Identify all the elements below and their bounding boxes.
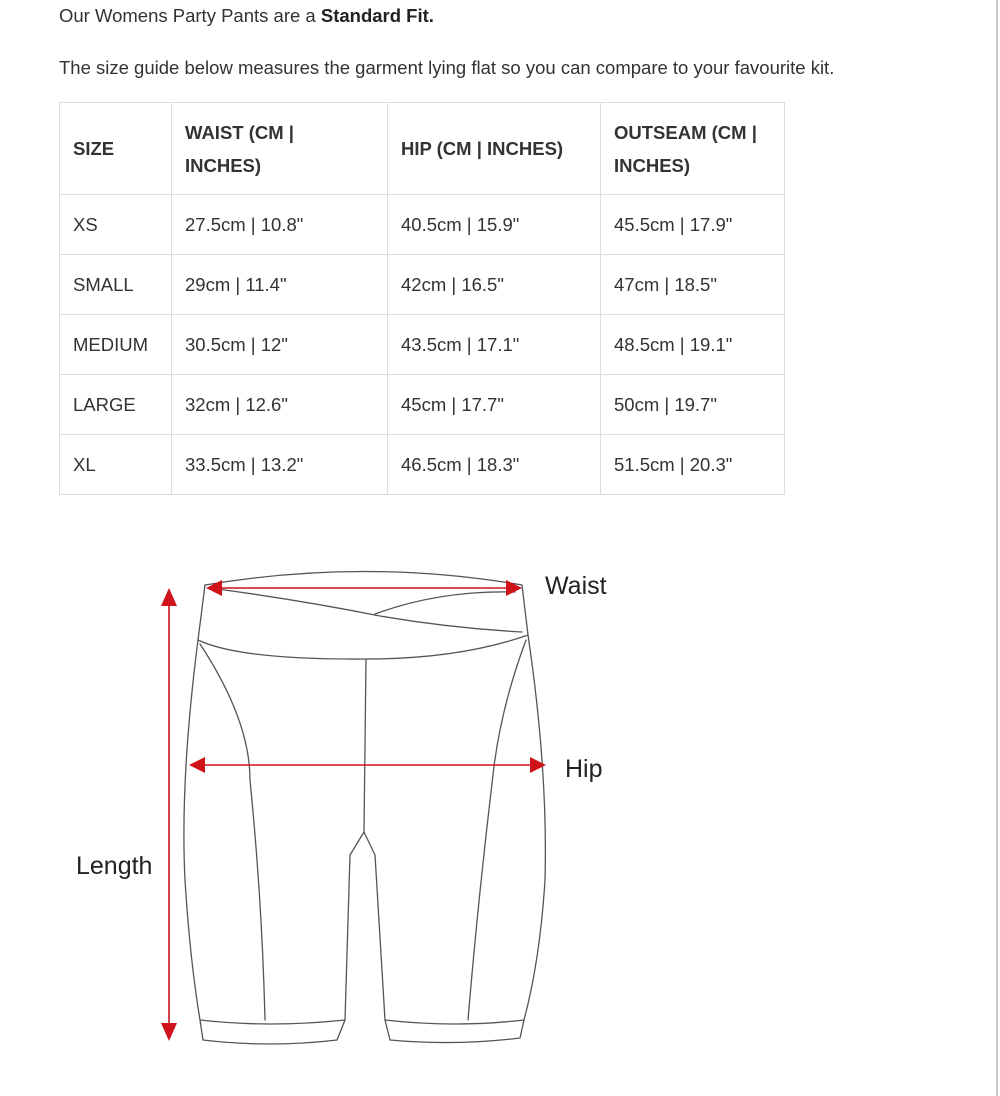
- table-row: [60, 195, 785, 255]
- cell-hip: 40.5cm | 15.9": [388, 195, 601, 255]
- size-table: [59, 102, 785, 495]
- cell-hip: 42cm | 16.5": [388, 255, 601, 315]
- left-outer-seam: [184, 640, 200, 1020]
- header-outseam: OUTSEAM (CM | INCHES): [601, 103, 785, 195]
- header-hip: HIP (CM | INCHES): [388, 103, 601, 195]
- waist-arrow-head-right: [506, 580, 522, 596]
- header-size: SIZE: [60, 103, 172, 195]
- table-row: [60, 435, 785, 495]
- cell-outseam: 51.5cm | 20.3": [601, 435, 785, 495]
- waistband-left-edge: [198, 585, 205, 640]
- length-label: Length: [76, 852, 153, 880]
- table-row: [60, 375, 785, 435]
- fit-intro-text: Our Womens Party Pants are a: [59, 5, 321, 26]
- waistband-top: [205, 572, 522, 586]
- cell-size: SMALL: [60, 255, 172, 315]
- shorts-diagram: [0, 520, 1000, 1096]
- cell-hip: 45cm | 17.7": [388, 375, 601, 435]
- header-waist: WAIST (CM | INCHES): [172, 103, 388, 195]
- waistband-right-edge: [522, 585, 528, 635]
- left-hem: [200, 1020, 345, 1044]
- fit-type: Standard Fit.: [320, 5, 434, 26]
- cell-waist: 27.5cm | 10.8": [172, 195, 388, 255]
- left-panel-seam: [200, 644, 265, 1020]
- waist-label: Waist: [545, 572, 607, 600]
- measurement-diagram: [0, 520, 1000, 1096]
- hip-arrow-head-right: [530, 757, 546, 773]
- cell-waist: 32cm | 12.6": [172, 375, 388, 435]
- hip-label: Hip: [565, 755, 603, 783]
- waistband-cross-right: [375, 592, 515, 614]
- center-seam: [364, 659, 366, 832]
- cell-hip: 43.5cm | 17.1": [388, 315, 601, 375]
- waist-arrow-head-left: [206, 580, 222, 596]
- cell-outseam: 47cm | 18.5": [601, 255, 785, 315]
- size-table-header-row: [60, 103, 785, 195]
- cell-outseam: 48.5cm | 19.1": [601, 315, 785, 375]
- crotch-left: [345, 832, 364, 1020]
- crotch-right: [364, 832, 385, 1020]
- cell-hip: 46.5cm | 18.3": [388, 435, 601, 495]
- waistband-cross-left: [210, 588, 522, 632]
- table-row: [60, 315, 785, 375]
- cell-size: XL: [60, 435, 172, 495]
- length-arrow-head-top: [161, 588, 177, 606]
- right-outer-seam: [524, 635, 545, 1020]
- waistband-bottom: [198, 635, 528, 659]
- right-panel-seam: [468, 640, 526, 1020]
- cell-waist: 29cm | 11.4": [172, 255, 388, 315]
- shorts-outline: [184, 572, 545, 1045]
- hip-arrow-head-left: [189, 757, 205, 773]
- cell-outseam: 45.5cm | 17.9": [601, 195, 785, 255]
- right-hem: [385, 1020, 524, 1043]
- length-arrow-head-bottom: [161, 1023, 177, 1041]
- cell-waist: 30.5cm | 12": [172, 315, 388, 375]
- cell-size: MEDIUM: [60, 315, 172, 375]
- table-row: [60, 255, 785, 315]
- cell-size: LARGE: [60, 375, 172, 435]
- size-guide-description: The size guide below measures the garment lying flat so you can compare to your favourite kit.: [59, 57, 835, 78]
- cell-waist: 33.5cm | 13.2": [172, 435, 388, 495]
- fit-intro: [59, 3, 434, 29]
- cell-outseam: 50cm | 19.7": [601, 375, 785, 435]
- cell-size: XS: [60, 195, 172, 255]
